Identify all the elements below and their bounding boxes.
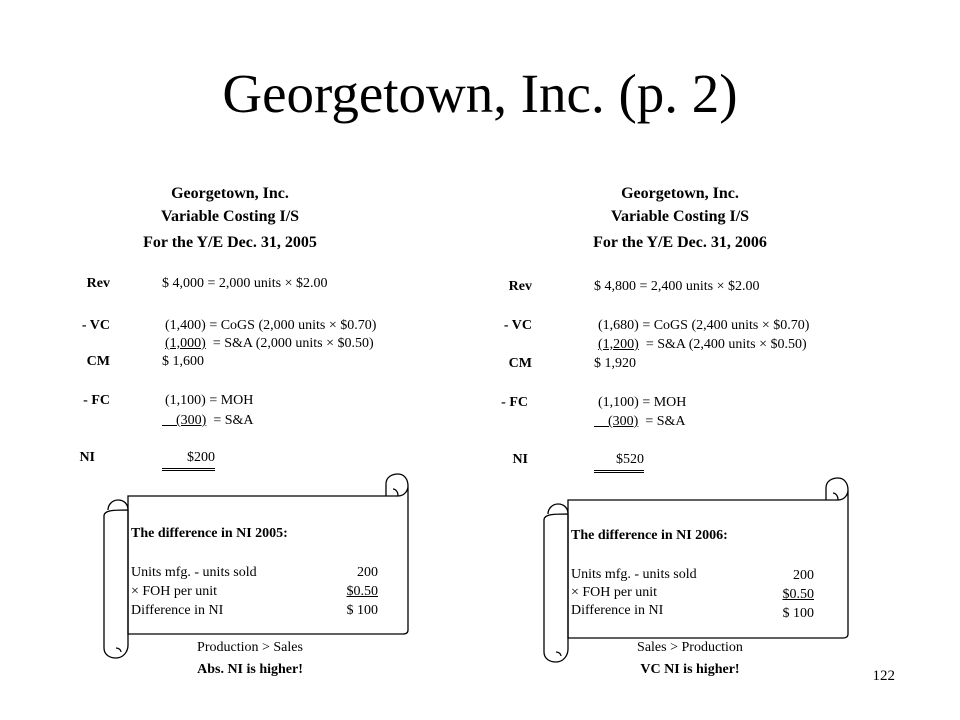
statement-period: For the Y/E Dec. 31, 2005 bbox=[143, 234, 317, 251]
label-fc: - FC bbox=[83, 393, 110, 408]
statement-subtitle: Variable Costing I/S bbox=[610, 208, 750, 225]
vc-sa-amount: (1,000) bbox=[165, 336, 206, 351]
scroll-row-value: $ 100 bbox=[782, 606, 814, 621]
statement-subtitle: Variable Costing I/S bbox=[160, 208, 300, 225]
scroll-row-value: 200 bbox=[793, 568, 814, 583]
ni-value: $200 bbox=[162, 450, 215, 471]
footer-conclusion: Abs. NI is higher! bbox=[197, 662, 303, 677]
scroll-heading: The difference in NI 2005: bbox=[131, 526, 288, 541]
scroll-row-value: 200 bbox=[357, 565, 378, 580]
label-rev: Rev bbox=[508, 279, 532, 294]
vc-sa-amount: (1,200) bbox=[598, 337, 639, 352]
fc-sa-amount-text: (300) bbox=[608, 414, 639, 429]
fc-sa-desc: = S&A bbox=[213, 413, 254, 428]
scroll-row-label: × FOH per unit bbox=[571, 585, 658, 600]
scroll-row-value: $0.50 bbox=[782, 587, 814, 602]
label-ni: NI bbox=[79, 450, 95, 465]
label-vc: - VC bbox=[81, 318, 110, 333]
ni-value: $520 bbox=[594, 452, 644, 473]
label-vc: - VC bbox=[503, 318, 532, 333]
label-rev: Rev bbox=[86, 276, 110, 291]
scroll-row-label: Difference in NI bbox=[131, 603, 224, 618]
fc-sa-desc: = S&A bbox=[645, 414, 686, 429]
fc-moh-line: (1,100) = MOH bbox=[598, 395, 687, 410]
statement-period: For the Y/E Dec. 31, 2006 bbox=[593, 234, 767, 251]
scroll-row-value: $0.50 bbox=[346, 584, 378, 599]
footer-comparison: Production > Sales bbox=[197, 640, 303, 655]
statement-company: Georgetown, Inc. bbox=[621, 185, 739, 202]
vc-cogs-line: (1,680) = CoGS (2,400 units × $0.70) bbox=[598, 318, 810, 333]
page-number: 122 bbox=[872, 668, 895, 684]
cm-value: $ 1,920 bbox=[594, 356, 636, 371]
fc-sa-amount-text: (300) bbox=[176, 413, 207, 428]
scroll-row-label: × FOH per unit bbox=[131, 584, 218, 599]
revenue-value: $ 4,000 = 2,000 units × $2.00 bbox=[162, 276, 328, 291]
scroll-heading: The difference in NI 2006: bbox=[571, 528, 728, 543]
label-fc: - FC bbox=[501, 395, 528, 410]
vc-sa-desc: = S&A (2,400 units × $0.50) bbox=[645, 337, 807, 352]
footer-conclusion: VC NI is higher! bbox=[640, 662, 740, 677]
scroll-row-label: Units mfg. - units sold bbox=[131, 565, 257, 580]
label-cm: CM bbox=[508, 356, 532, 371]
vc-cogs-line: (1,400) = CoGS (2,000 units × $0.70) bbox=[165, 318, 377, 333]
revenue-value: $ 4,800 = 2,400 units × $2.00 bbox=[594, 279, 760, 294]
vc-sa-desc: = S&A (2,000 units × $0.50) bbox=[212, 336, 374, 351]
scroll-row-value: $ 100 bbox=[346, 603, 378, 618]
label-cm: CM bbox=[86, 354, 110, 369]
scroll-row-label: Difference in NI bbox=[571, 603, 664, 618]
fc-moh-line: (1,100) = MOH bbox=[165, 393, 254, 408]
footer-comparison: Sales > Production bbox=[637, 640, 743, 655]
statement-company: Georgetown, Inc. bbox=[171, 185, 289, 202]
cm-value: $ 1,600 bbox=[162, 354, 204, 369]
slide-title: Georgetown, Inc. (p. 2) bbox=[222, 63, 738, 124]
label-ni: NI bbox=[512, 452, 528, 467]
scroll-row-label: Units mfg. - units sold bbox=[571, 567, 697, 582]
